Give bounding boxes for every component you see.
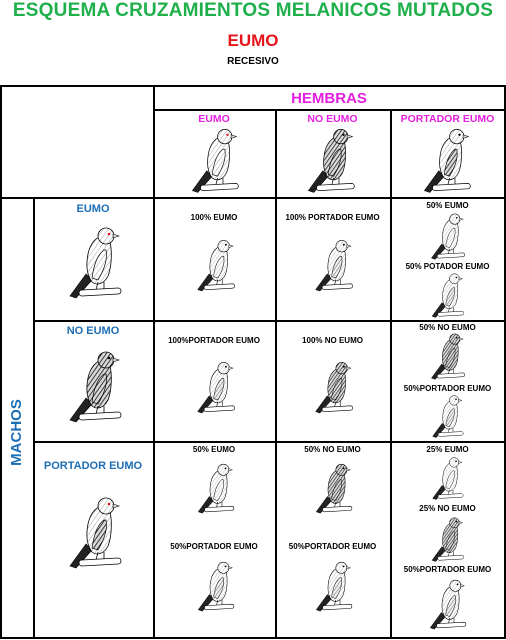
light-bird-icon bbox=[190, 236, 240, 294]
row-header-no-eumo: NO EUMO bbox=[66, 325, 120, 337]
mixed-bird-icon bbox=[424, 392, 470, 440]
dark-bird-icon bbox=[424, 514, 470, 564]
light-bird-icon bbox=[424, 454, 470, 502]
mixed-bird-icon bbox=[190, 358, 240, 416]
result-label: 100%PORTADOR EUMO bbox=[168, 336, 260, 345]
result-label: 25% EUMO bbox=[426, 445, 469, 454]
mixed-bird-icon bbox=[412, 124, 480, 196]
page-title: ESQUEMA CRUZAMIENTOS MELANICOS MUTADOS bbox=[12, 0, 494, 21]
result-label: 25% NO EUMO bbox=[419, 504, 476, 513]
light-bird-icon bbox=[180, 124, 248, 196]
grid-line bbox=[0, 197, 506, 199]
column-header-no-eumo: NO EUMO bbox=[307, 113, 358, 125]
dark-bird-icon bbox=[58, 346, 130, 426]
result-label: 100% NO EUMO bbox=[302, 336, 363, 345]
grid-line bbox=[153, 85, 155, 638]
grid-line bbox=[33, 441, 506, 443]
row-header-portador: PORTADOR EUMO bbox=[43, 460, 143, 472]
males-header: MACHOS bbox=[7, 398, 25, 466]
result-label: 50% NO EUMO bbox=[304, 445, 361, 454]
grid-line bbox=[33, 197, 35, 638]
dark-bird-icon bbox=[308, 358, 358, 416]
grid-line bbox=[0, 85, 2, 638]
result-label: 100% EUMO bbox=[190, 213, 238, 222]
grid-line bbox=[153, 109, 506, 111]
result-label: 50% EUMO bbox=[426, 201, 469, 210]
grid-line bbox=[33, 320, 506, 322]
column-header-eumo: EUMO bbox=[198, 113, 230, 125]
result-label: 100% PORTADOR EUMO bbox=[285, 213, 380, 222]
result-label: 50%PORTADOR EUMO bbox=[170, 542, 258, 551]
dark-bird-icon bbox=[424, 330, 470, 382]
subtitle: EUMO bbox=[227, 31, 279, 50]
result-label: 50% EUMO bbox=[192, 445, 236, 454]
grid-line bbox=[390, 109, 392, 638]
result-label: 50% NO EUMO bbox=[419, 323, 476, 332]
mixed-bird-icon bbox=[424, 270, 470, 320]
mixed-bird-icon bbox=[308, 236, 358, 294]
females-header: HEMBRAS bbox=[291, 90, 367, 107]
grid-line bbox=[0, 85, 506, 87]
mixed-bird-icon bbox=[190, 558, 240, 614]
light-bird-icon bbox=[424, 210, 470, 262]
mixed-bird-icon bbox=[424, 576, 470, 632]
mixed-bird-icon bbox=[308, 558, 358, 614]
dark-bird-icon bbox=[296, 124, 364, 196]
grid-line bbox=[275, 109, 277, 638]
light-bird-icon bbox=[190, 460, 240, 516]
column-header-portador: PORTADOR EUMO bbox=[400, 113, 495, 125]
result-label: 50%PORTADOR EUMO bbox=[288, 542, 377, 551]
result-label: 50%PORTADOR EUMO bbox=[403, 384, 492, 393]
inheritance-label: RECESIVO bbox=[227, 56, 279, 67]
light-bird-icon bbox=[58, 222, 130, 302]
result-label: 50%PORTADOR EUMO bbox=[403, 565, 492, 574]
grid-line bbox=[504, 85, 506, 638]
dark-bird-icon bbox=[308, 460, 358, 516]
mixed-bird-icon bbox=[58, 492, 130, 572]
result-label: 50% POTADOR EUMO bbox=[405, 262, 490, 271]
grid-line bbox=[0, 637, 506, 639]
row-header-eumo: EUMO bbox=[76, 203, 110, 215]
